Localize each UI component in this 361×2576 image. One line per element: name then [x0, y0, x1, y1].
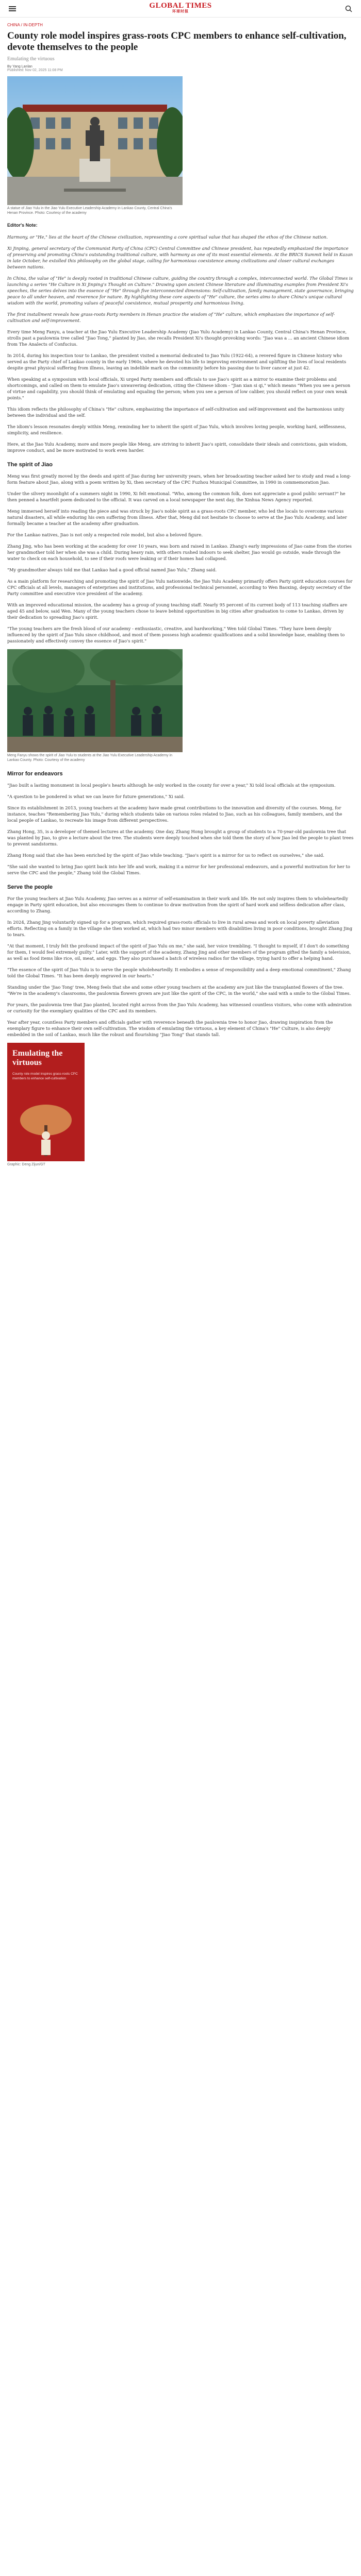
editor-note-paragraph: Xi Jinping, general secretary of the Communist Party of China (CPC) Central Committee and Chinese president, has repeatedly emphasized the importance of preserving and promoting China's outstanding traditional culture, with harmony as one of its most essential elements. At the BRICS Summit held in Kazan in late October, he extolled this philosophy on the global stage, calling for harmonious coexistence among civilizations and closer cultural exchanges between nations. — [7, 246, 353, 269]
body-paragraph: "The young teachers are the fresh blood of our academy - enthusiastic, creative, and hardworking," Wen told Global Times. "They have been deeply influenced by the spirit of Jiao Yulu since childhood, and most of them possess high academic qualifications and a solid knowledge base, enabling them to passionately and effectively convey the essence of Jiao's spirit." — [7, 626, 345, 643]
statue-photo — [7, 76, 183, 205]
body-paragraph: "She said she wanted to bring Jiao spirit back into her life and work, making it a mirror for her professional endeavors, and a powerful motivation for her to serve the CPC and the people," Zhang told the Global Times. — [7, 864, 350, 875]
article-byline: By Yang Lanlan — [7, 65, 32, 69]
search-icon[interactable] — [343, 4, 354, 14]
editor-note-paragraph: Harmony, or "He," lies at the heart of the Chinese civilization, representing a core spiritual value that has shaped the ethos of the Chinese nation. — [7, 234, 328, 240]
editor-note-heading: Editor's Note: — [7, 223, 38, 228]
cover-subtitle: County role model inspires grass-roots CPC members to enhance self-cultivation — [12, 1072, 78, 1080]
body-paragraph: Zhang Hong said that she has been enriched by the spirit of Jiao while teaching. "Jiao's spirit is a mirror for us to reflect on ourselves," she said. — [7, 853, 324, 858]
body-paragraph: Zhang Jing, who has been working at the academy for over 10 years, was born and raised in Lankao. Zhang's early impressions of Jiao came from the stories her grandmother told her when she was a child. During heavy rain, with others rushed indoors to seek shelter, Jiao would go outside, wade through the water to check on each household, to see if their roofs were leaking or if their homes had collapsed. — [7, 544, 352, 561]
breadcrumb[interactable]: CHINA / IN-DEPTH — [7, 23, 43, 27]
body-paragraph: This idiom reflects the philosophy of China's "He" culture, emphasizing the importance of self-cultivation and self-improvement and the harmonious unity between the individual and the self. — [7, 406, 344, 418]
site-header — [0, 0, 361, 18]
body-paragraph: Standing under the 'Jiao Tong' tree, Meng feels that she and some other young teachers at the academy are just like the transplanted flowers of the tree. "We're in the academy's classrooms, the paulownia flowers grown are just like the spirit of the CPC, in the world," she said with a smile to the Global Times. — [7, 985, 351, 996]
publish-date: Published: Nov 02, 2025 11:08 PM — [7, 69, 63, 72]
article — [0, 18, 361, 1167]
editor-note-paragraph: The first installment reveals how grass-roots Party members in Henan practice the wisdom of "He" culture, which emphasizes the importance of self-cultivation and self-improvement. — [7, 312, 335, 323]
section-heading: Serve the people — [7, 884, 53, 890]
cover-title: Emulating the virtuous — [12, 1049, 63, 1067]
body-paragraph: The idiom's lesson resonates deeply within Meng, reminding her to inherit the spirit of Jiao Yulu, which involves loving people, working hard, selflessness, simplicity, and resilience. — [7, 424, 347, 435]
editor-note-paragraph: In China, the value of "He" is deeply rooted in traditional Chinese culture, guiding the country through a complex, interconnected world. The Global Times is launching a series "He Culture in Xi Jinping's Thought on Culture." Drawing upon ancient Chinese literature and illuminating examples from President Xi's speeches, the series delves into the essence of "He" through five interconnected dimensions: Self-cultivation, family management, state governance, bringing peace to all under heaven, and reverence for nature. By highlighting these core aspects of "He" culture, the series aims to share China's unique cultural wisdom with the world, promoting values of peaceful coexistence, mutual prosperity and harmonious living. — [7, 276, 354, 306]
body-paragraph: Meng was first greatly moved by the deeds and spirit of Jiao during her university years, when her broadcasting teacher asked her to study and read a long-form feature about Jiao, along with a poem written by Xi, then secretary of the CPC Fuzhou Municipal Committee, in 1990 in commemoration Jiao. — [7, 473, 351, 485]
brand-name: GLOBAL TIMES — [149, 1, 212, 10]
classroom-photo — [7, 649, 183, 752]
section-heading: The spirit of Jiao — [7, 462, 53, 468]
body-paragraph: Since its establishment in 2013, young teachers at the academy have made great contributions to the innovation and diversity of the courses. Meng, for instance, teaches "Remembering Jiao Yulu," during which students take on various roles related to Jiao, such as his colleagues, family members, and the local people of Lankao, to recreate his image from different perspectives. — [7, 805, 342, 823]
cover-caption: Graphic: Deng Zijun/GT — [7, 1163, 45, 1166]
site-logo[interactable] — [149, 3, 211, 15]
body-paragraph: In 2014, during his inspection tour to Lankao, the president visited a memorial dedicated to Jiao Yulu (1922-64), a revered figure in Chinese history who served as the Party chief of Lankao county in the early 1960s, where he devoted his life to improving environment and uplifting the lives of local residents despite great physical suffering from illness, leaving an indelible mark on the community before his passing due to liver cancer at just 42. — [7, 353, 347, 370]
body-paragraph: "My grandmother always told me that Lankao had a good official named Jiao Yulu," Zhang said. — [7, 567, 217, 572]
body-paragraph: Meng immersed herself into reading the piece and was struck by Jiao's noble spirit as a grass-roots CPC member, who led the locals to overcome various natural disasters, all while enduring his own suffering from illness. After that, Meng did not hesitate to choose to serve at the Jiao Yulu Academy, and later formally became a teacher at the academy after graduation. — [7, 509, 347, 526]
body-paragraph: For the Lankao natives, Jiao is not only a respected role model, but also a beloved figure. — [7, 532, 203, 537]
photo-caption: Meng Fanyu shows the spirit of Jiao Yulu to students at the Jiao Yulu Executive Leadership Academy in Lankao County. Photo: Courtesy of the academy — [7, 754, 172, 762]
menu-icon[interactable] — [7, 4, 18, 14]
body-paragraph: Every time Meng Fanyu, a teacher at the Jiao Yulu Executive Leadership Academy (Jiao Yulu Academy) in Lankao County, Central China's Henan Province, strolls past a paulownia tree called "Jiao Tong," planted by Jiao, she recalls President Xi's thought-provoking words: "Jiao was a ... an ancient Chinese idiom from The Analects of Confucius. — [7, 329, 350, 347]
body-paragraph: When speaking at a symposium with local officials, Xi urged Party members and officials to use Jiao's spirit as a mirror to examine their problems and shortcomings, and called on them to emulate Jiao's unwavering dedication, citing the Chinese idiom - "Jian xian si qi," which means "When you see a person of virtue and capability, you should think of emulating and equaling the person; when you see a person of low caliber, you should reflect on your own weak points." — [7, 377, 351, 400]
body-paragraph: Year after year, countless Party members and officials gather with reverence beneath the paulownia tree to honor Jiao, drawing inspiration from the exemplary figure to enhance their own self-cultivation. The wisdom of emulating the virtuous, a key element of China's "He" Culture, is also deeply embedded in the soil of Lankao, much like the robust and flourishing "Jiao Tong" that stands tall. — [7, 1020, 333, 1037]
article-subtitle: Emulating the virtuous — [7, 56, 55, 62]
body-paragraph: "A question to be pondered is what we can leave for future generations," Xi said. — [7, 794, 185, 799]
body-paragraph: For years, the paulownia tree that Jiao planted, located right across from the Jiao Yulu Academy, has witnessed countless visitors, who come with admiration or curiosity for the exemplary qualities of the CPC and its members. — [7, 1002, 352, 1013]
section-heading: Mirror for endeavors — [7, 771, 63, 777]
photo-caption: A statue of Jiao Yulu in the Jiao Yulu Executive Leadership Academy in Lankao County, Central China's Henan Province. Photo: Courtesy of the academy — [7, 207, 172, 215]
brand-chinese: 环球时报 — [172, 9, 189, 13]
body-paragraph: "Jiao built a lasting monument in local people's hearts although he only worked in the county for over a year," Xi told local officials at the symposium. — [7, 783, 336, 788]
body-paragraph: As a main platform for researching and promoting the spirit of Jiao Yulu nationwide, the Jiao Yulu Academy primarily offers Party spirit education courses for CPC officials at all levels, managers of enterprises and institutions, and professional technical personnel, according to Wen Baoxing, deputy secretary of the Party committee and executive vice president of the academy. — [7, 579, 353, 596]
body-paragraph: For the young teachers at Jiao Yulu Academy, Jiao serves as a mirror of self-examination in their work and life. He not only inspires them to wholeheartedly engage in Party spirit education, but also encourages them to continue to draw motivation from the spirit of hard work and selfless dedication after class, according to Zhang. — [7, 896, 348, 913]
body-paragraph: In 2024, Zhang Jing voluntarily signed up for a program, which required grass-roots officials to live in rural areas and work on local poverty alleviation efforts. Reflecting on a family in the village she then worked at, which had two minor members with disabilities living in poor conditions, brought Zhang Jing to tears. — [7, 920, 353, 937]
body-paragraph: Under the silvery moonlight of a summers night in 1990, Xi felt emotional. "Who, among the common folk, does not appreciate a good public servant?" he then penned a heartfelt poem dedicated to the official. It was carved on a local newspaper the next day, the Xinhua News Agency reported. — [7, 491, 346, 502]
article-title: County role model inspires grass-roots CPC members to enhance self-cultivation, devote themselves to the people — [7, 30, 347, 53]
cover-graphic — [7, 1043, 85, 1161]
body-paragraph: "At that moment, I truly felt the profound impact of the spirit of Jiao Yulu on me," she said, her voice trembling. "I thought to myself, if I don't do something for them, I would feel extremely guilty." Later, with the support of the academy, Zhang Jing and other members of the program gifted the family a television, as well as food items like rice, oil, meat, and eggs. They also purchased a batch of wireless radios for the village, trying hard to offer a helping hand. — [7, 943, 351, 961]
body-paragraph: Here, at the Jiao Yulu Academy, more and more people like Meng, are striving to inherit Jiao's spirit, consolidate their ideals and convictions, gain wisdom, improve conduct, and be more motivated to work even harder. — [7, 442, 348, 453]
body-paragraph: Zhang Hong, 35, is a developer of themed lectures at the academy. One day, Zhang Hong brought a group of students to a 70-year-old paulownia tree that was planted by Jiao, to give a lecture about the tree. The students were deeply touched when she told them the story of how Jiao led the people to plant trees to prevent sandstorms. — [7, 829, 354, 846]
body-paragraph: With an improved educational mission, the academy has a group of young teaching staff. Nearly 95 percent of its current body of 113 teaching staffers are aged 45 and below, said Wen. Many of the young teachers chose to leave behind opportunities in big cities after graduation to come to Lankao, driven by their dedication to spreading Jiao's spirit. — [7, 602, 348, 620]
body-paragraph: "The essence of the spirit of Jiao Yulu is to serve the people wholeheartedly. It embodies a sense of responsibility and a deep emotional commitment," Zhang told the Global Times. "It has been deeply engraved in our hearts." — [7, 967, 351, 978]
